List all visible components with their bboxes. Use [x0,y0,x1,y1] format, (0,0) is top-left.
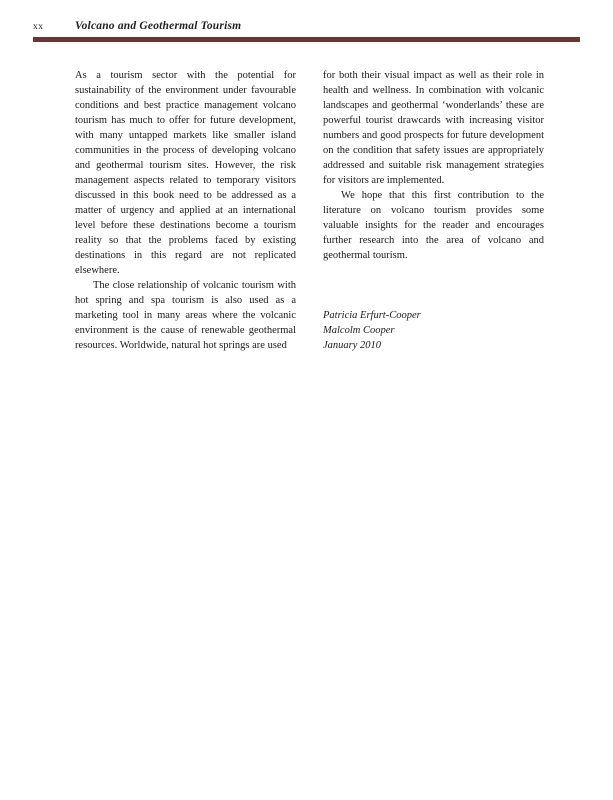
signature-date: January 2010 [323,340,382,351]
paragraph: for both their visual impact as well as their role in health and wellness. In combination with volcanic landscapes and geothermal ‘wonderlands’ these are powerful tourist drawcards with increasing visitor numbers and good prospects for future development on the condition that safety issues are appropriately addressed and suitable risk management strategies for visitors are implemented. [323,70,544,186]
page-header [33,20,580,32]
paragraph: As a tourism sector with the potential for sustainability of the environment under favourable conditions and best practice management volcano tourism has much to offer for future development, with many untapped markets like smaller island communities in the process of developing volcano and geothermal tourism sites. However, the risk management aspects related to temporary visitors discussed in this book need to be addressed as a matter of urgency and applied at an international level before these destinations become a tourism reality so that the problems faced by existing destinations in this regard are not replicated elsewhere. [75,70,296,276]
running-title: Volcano and Geothermal Tourism [75,20,242,32]
paragraph: We hope that this first contribution to the literature on volcano tourism provides some valuable insights for the reader and encourages further research into the area of volcano and geothermal tourism. [323,190,544,261]
page-number: xx [33,22,44,32]
right-column [323,68,544,353]
header-rule [33,37,580,42]
signature-block [323,308,544,353]
text-columns [75,68,544,353]
paragraph: The close relationship of volcanic tourism with hot spring and spa tourism is also used as a marketing tool in many areas where the volcanic environment is the cause of renewable geothermal resources. Worldwide, natural hot springs are used [75,280,296,351]
left-column [75,68,296,353]
signature-author-1: Patricia Erfurt-Cooper [323,310,421,321]
signature-author-2: Malcolm Cooper [323,325,395,336]
